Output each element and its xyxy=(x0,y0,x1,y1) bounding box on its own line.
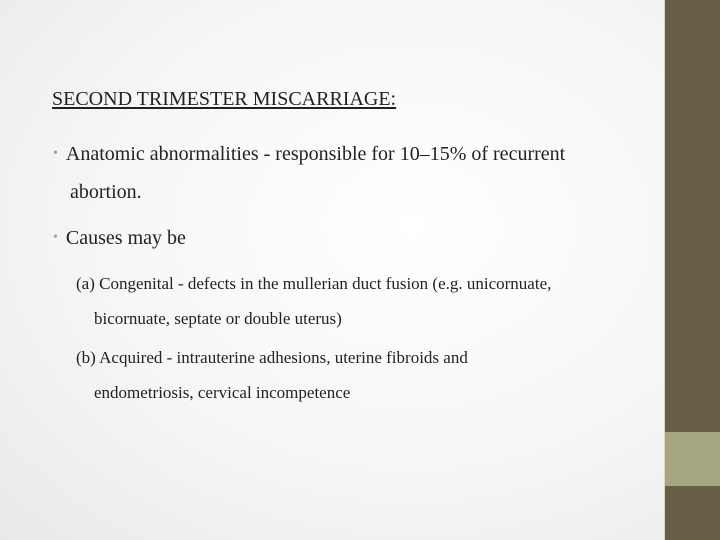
cause-congenital-line1: (a) Congenital - defects in the mullerian duct fusion (e.g. unicornuate, xyxy=(76,274,552,293)
bullet-icon: • xyxy=(53,230,58,245)
sidebar-accent-band xyxy=(665,432,720,486)
bullet-text: Anatomic abnormalities - responsible for 10–15% of recurrent xyxy=(65,143,566,165)
sidebar-top-band xyxy=(665,0,720,432)
sidebar-bottom-band xyxy=(665,486,720,540)
cause-congenital-line2: bicornuate, septate or double uterus) xyxy=(94,309,342,328)
slide-title: SECOND TRIMESTER MISCARRIAGE: xyxy=(52,88,397,110)
bullet-icon: • xyxy=(53,146,58,161)
bullet-text: Causes may be xyxy=(65,227,186,249)
bullet-item-anatomic xyxy=(53,143,565,166)
cause-acquired-line2: endometriosis, cervical incompetence xyxy=(94,383,351,402)
bullet-item-causes xyxy=(53,227,186,250)
cause-acquired-line1: (b) Acquired - intrauterine adhesions, uterine fibroids and xyxy=(76,348,468,367)
bullet-continuation: abortion. xyxy=(70,181,142,203)
